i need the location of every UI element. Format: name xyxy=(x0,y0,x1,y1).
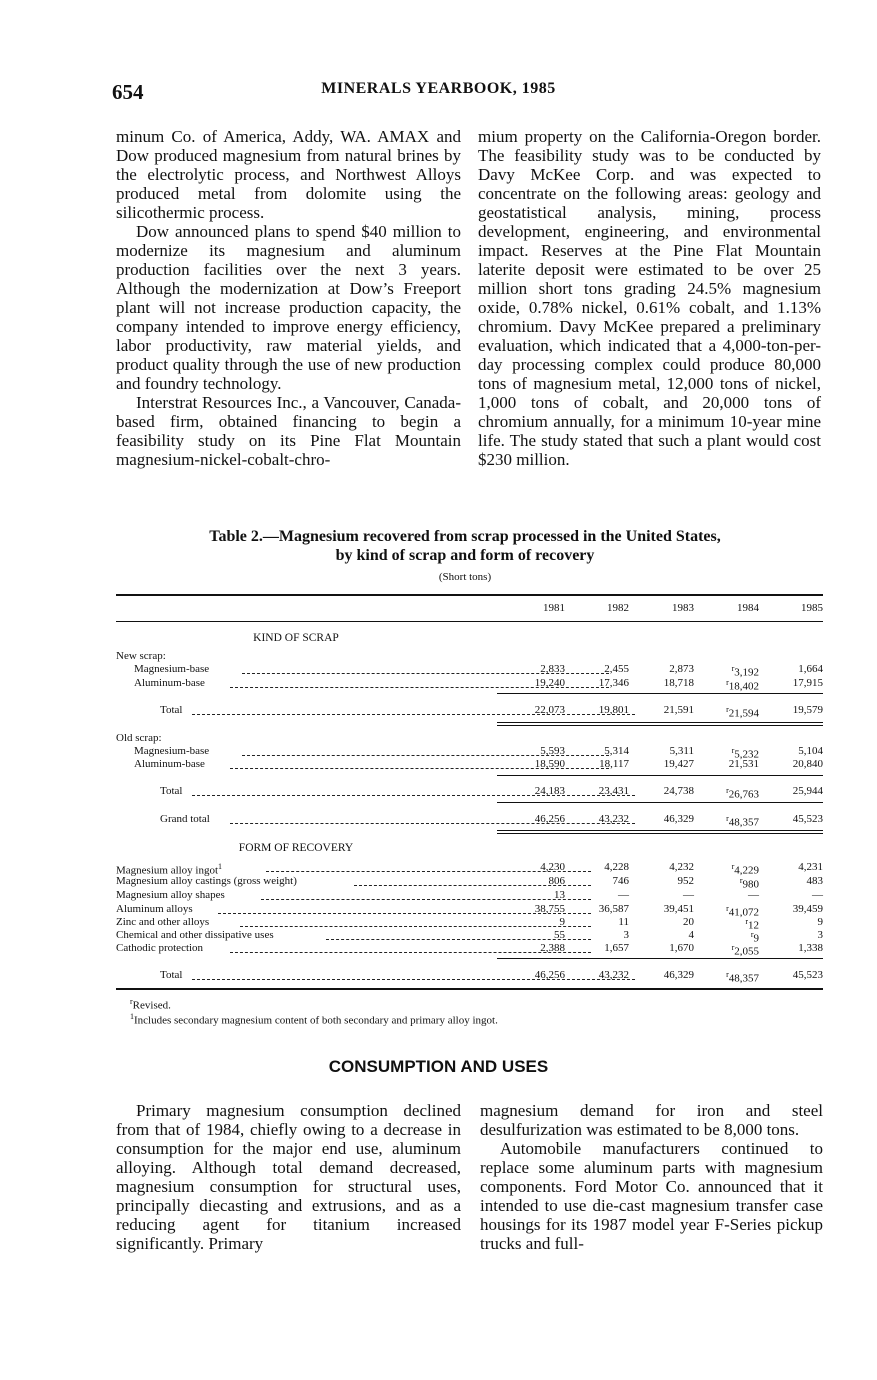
paragraph: Primary magnesium consumption declined from that of 1984, chiefly owing to a decrease in consumption for the major end use, aluminum alloying. Although total demand decreased, magnesium consumption for structural uses, principally diecasting and extrusions, and as a reducing agent for titanium increased significantly. Primary xyxy=(116,1101,461,1253)
year-header: 1982 xyxy=(607,602,629,614)
table-rule xyxy=(497,775,823,776)
table-unit: (Short tons) xyxy=(438,571,492,583)
table-row: Magnesium alloy ingot$^1$ 4,230 4,228 4,232 $^r$4,229 4,231 xyxy=(116,861,823,877)
table-row: Magnesium alloy shapes 13 — — — — xyxy=(116,889,823,901)
table-grand-total-row: Grand total 46,256 43,232 46,329 $^r$48,357 45,523 xyxy=(160,813,823,829)
paragraph: magnesium demand for iron and steel desulfurization was estimated to be 8,000 tons. xyxy=(480,1101,823,1139)
table-footnote: $^r$Revised. xyxy=(130,997,171,1012)
table-title-line: by kind of scrap and form of recovery xyxy=(335,547,595,564)
year-header: 1984 xyxy=(737,602,759,614)
table-row: Aluminum alloys 38,755 36,587 39,451 $^r$41,072 39,459 xyxy=(116,903,823,919)
table-section-heading: KIND OF SCRAP xyxy=(253,632,339,644)
paragraph: Dow announced plans to spend $40 million to modernize its magnesium and aluminum production facilities over the next 3 years. Although the modernization at Dow’s Freeport plant will not increase production capacity, the company intended to improve energy efficiency, labor productivity, raw material yields, and product quality through the use of new production and foundry technology. xyxy=(116,222,461,393)
table-row: Aluminum-base 18,590 18,117 19,427 21,531 20,840 xyxy=(134,758,823,770)
text-column-left xyxy=(116,1101,461,1253)
table-rule xyxy=(497,722,823,723)
table-rule xyxy=(497,830,823,831)
footnote-marker: 1 xyxy=(218,862,223,871)
section-heading: CONSUMPTION AND USES xyxy=(328,1057,549,1076)
table-row: Magnesium-base 2,833 2,455 2,873 $^r$3,192 1,664 xyxy=(134,663,823,679)
paragraph: minum Co. of America, Addy, WA. AMAX and Dow produced magnesium from natural brines by the electrolytic process, and Northwest Alloys produced metal from dolomite using the silicothermic process. xyxy=(116,127,461,222)
table-total-row: Total 46,256 43,232 46,329 $^r$48,357 45,523 xyxy=(160,969,823,985)
table-row: Magnesium alloy castings (gross weight) 806 746 952 $^r$980 483 xyxy=(116,875,823,891)
table-rule xyxy=(497,802,823,803)
year-header: 1983 xyxy=(672,602,694,614)
table-section-heading: FORM OF RECOVERY xyxy=(238,842,354,854)
text-column-left xyxy=(116,127,461,469)
table-rule xyxy=(497,958,823,959)
paragraph: Interstrat Resources Inc., a Vancouver, Canada-based firm, obtained financing to begin a feasibility study on its Pine Flat Mountain magnesium-nickel-cobalt-chro- xyxy=(116,393,461,469)
table-rule xyxy=(497,833,823,834)
text-column-right xyxy=(478,127,821,469)
table-title-line: Table 2.—Magnesium recovered from scrap processed in the United States, xyxy=(209,528,721,545)
table-rule xyxy=(116,988,823,990)
table-rule xyxy=(116,594,823,596)
table-group-label: Old scrap: xyxy=(116,732,162,744)
running-head: MINERALS YEARBOOK, 1985 xyxy=(321,80,556,97)
year-header: 1981 xyxy=(543,602,565,614)
table-total-row: Total 22,073 19,801 21,591 $^r$21,594 19,579 xyxy=(160,704,823,720)
table-row: Magnesium-base 5,593 5,314 5,311 $^r$5,232 5,104 xyxy=(134,745,823,761)
page-number: 654 xyxy=(112,80,144,104)
table-total-row: Total 24,183 23,431 24,738 $^r$26,763 25,944 xyxy=(160,785,823,801)
table-row: Cathodic protection 2,388 1,657 1,670 $^r$2,055 1,338 xyxy=(116,942,823,958)
table-row: Chemical and other dissipative uses 55 3 4 $^r$9 3 xyxy=(116,929,823,945)
table-title xyxy=(100,527,830,565)
table-rule xyxy=(497,725,823,726)
table-group-label: New scrap: xyxy=(116,650,166,662)
table-rule xyxy=(497,693,823,694)
year-header: 1985 xyxy=(801,602,823,614)
table-header-row xyxy=(116,601,823,615)
table-row: Zinc and other alloys 9 11 20 $^r$12 9 xyxy=(116,916,823,932)
paragraph: mium property on the California-Oregon border. The feasibility study was to be conducted by Davy McKee Corp. and was expected to concentrate on the following areas: geology and geostatistical analysis, mining, process development, engineering, and environmental impact. Reserves at the Pine Flat Mountain laterite deposit were estimated to be over 25 million short tons grading 24.5% magnesium oxide, 0.78% nickel, 0.61% cobalt, and 1.13% chromium. Davy McKee prepared a preliminary evaluation, which indicated that a 4,000-ton-per-day processing complex could produce 80,000 tons of magnesium metal, 12,000 tons of nickel, 1,000 tons of cobalt, and 20,000 tons of chromium annually, for a minimum 10-year mine life. The study stated that such a plant would cost $230 million. xyxy=(478,127,821,469)
table-rule xyxy=(116,621,823,622)
paragraph: Automobile manufacturers continued to replace some aluminum parts with magnesium components. Ford Motor Co. announced that it intended to use die-cast magnesium transfer case housings for its 1987 model year F-Series pickup trucks and full- xyxy=(480,1139,823,1253)
table-row: Aluminum-base 19,240 17,346 18,718 $^r$18,402 17,915 xyxy=(134,677,823,693)
table-footnote: $^1$Includes secondary magnesium content of both secondary and primary alloy ingot. xyxy=(130,1012,498,1027)
text-column-right xyxy=(480,1101,823,1253)
